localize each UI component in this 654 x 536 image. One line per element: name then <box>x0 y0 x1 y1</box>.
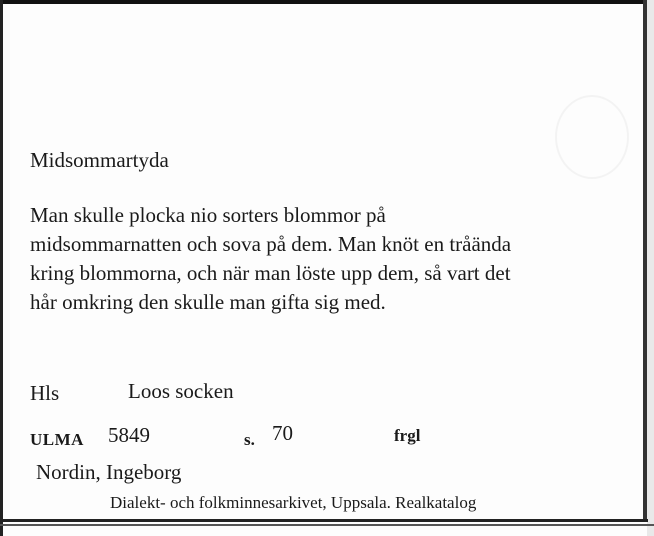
recorder-name: Nordin, Ingeborg <box>36 460 182 484</box>
archive-label: ULMA <box>30 430 84 449</box>
card-body-text <box>30 201 511 317</box>
region-code: Hls <box>30 381 60 405</box>
card-border-left <box>0 0 3 536</box>
card-border-top <box>0 0 654 4</box>
reverse-side-bleed-through <box>555 95 629 179</box>
card-footer: Dialekt- och folkminnesarkivet, Uppsala. Realkatalog <box>110 493 477 512</box>
category-code: frgl <box>394 426 421 445</box>
page-number: 70 <box>272 421 293 445</box>
body-line: midsommarnatten och sova på dem. Man knöt en tråända <box>30 232 512 256</box>
card-border-bottom-outer <box>0 524 654 526</box>
body-line: Man skulle plocka nio sorters blommor på <box>30 203 386 227</box>
body-line: kring blommorna, och när man löste upp dem, så vart det <box>30 261 511 285</box>
body-line: hår omkring den skulle man gifta sig med. <box>30 290 386 314</box>
page-label: s. <box>244 430 255 449</box>
parish-name: Loos socken <box>128 379 234 403</box>
card-title: Midsommartyda <box>30 148 169 172</box>
archive-number: 5849 <box>108 423 150 447</box>
card-edge-shadow <box>647 0 654 536</box>
card-border-bottom <box>0 519 648 522</box>
